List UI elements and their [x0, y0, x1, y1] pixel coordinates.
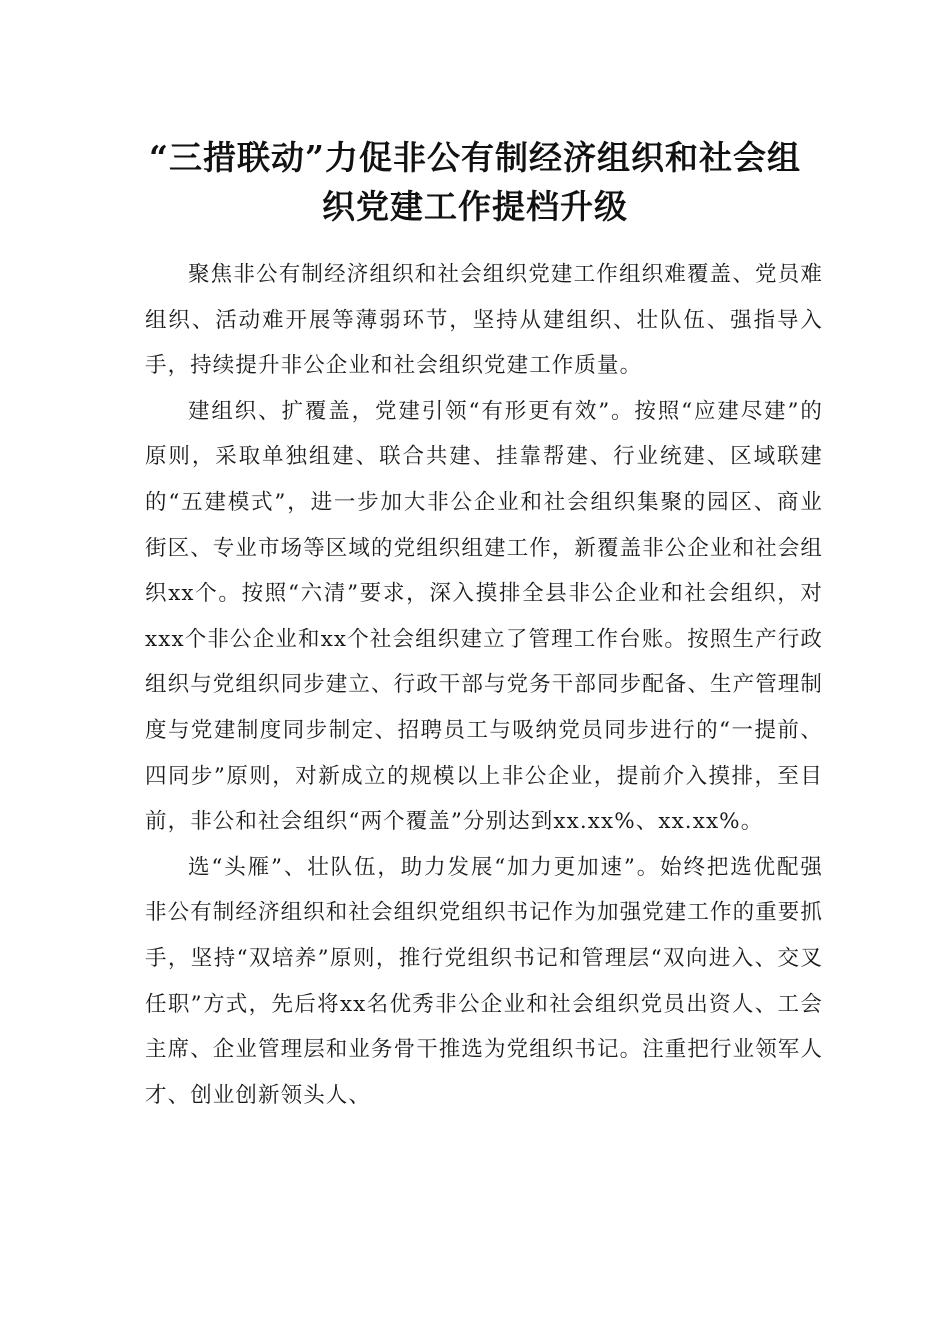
paragraph-build-organization: 建组织、扩覆盖，党建引领“有形更有效”。按照“应建尽建”的原则，采取单独组建、联合共建、挂靠帮建、行业统建、区域联建的“五建模式”，进一步加大非公企业和社会组织集聚的园区、商业街区、专业市场等区域的党组织组建工作，新覆盖非公企业和社会组织xx个。按照“六清”要求，深入摸排全县非公企业和社会组织，对xxx个非公企业和xx个社会组织建立了管理工作台账。按照生产行政组织与党组织同步建立、行政干部与党务干部同步配备、生产管理制度与党建制度同步制定、招聘员工与吸纳党员同步进行的“一提前、四同步”原则，对新成立的规模以上非公企业，提前介入摸排，至目前，非公和社会组织“两个覆盖”分别达到xx.xx%、xx.xx%。 — [145, 398, 824, 835]
paragraph-select-leaders: 选“头雁”、壮队伍，助力发展“加力更加速”。始终把选优配强非公有制经济组织和社会组织党组织书记作为加强党建工作的重要抓手，坚持“双培养”原则，推行党组织书记和管理层“双向进入、交叉任职”方式，先后将xx名优秀非公企业和社会组织党员出资人、工会主席、企业管理层和业务骨干推选为党组织书记。注重把行业领军人才、创业创新领头人、 — [145, 854, 824, 1108]
document-title — [120, 133, 830, 231]
title-line-2: 织党建工作提档升级 — [322, 187, 628, 226]
document-body — [145, 252, 823, 1118]
title-line-1: “三措联动”力促非公有制经济组织和社会组 — [149, 138, 801, 177]
paragraph-intro: 聚焦非公有制经济组织和社会组织党建工作组织难覆盖、党员难组织、活动难开展等薄弱环节，坚持从建组织、壮队伍、强指导入手，持续提升非公企业和社会组织党建工作质量。 — [145, 262, 823, 379]
